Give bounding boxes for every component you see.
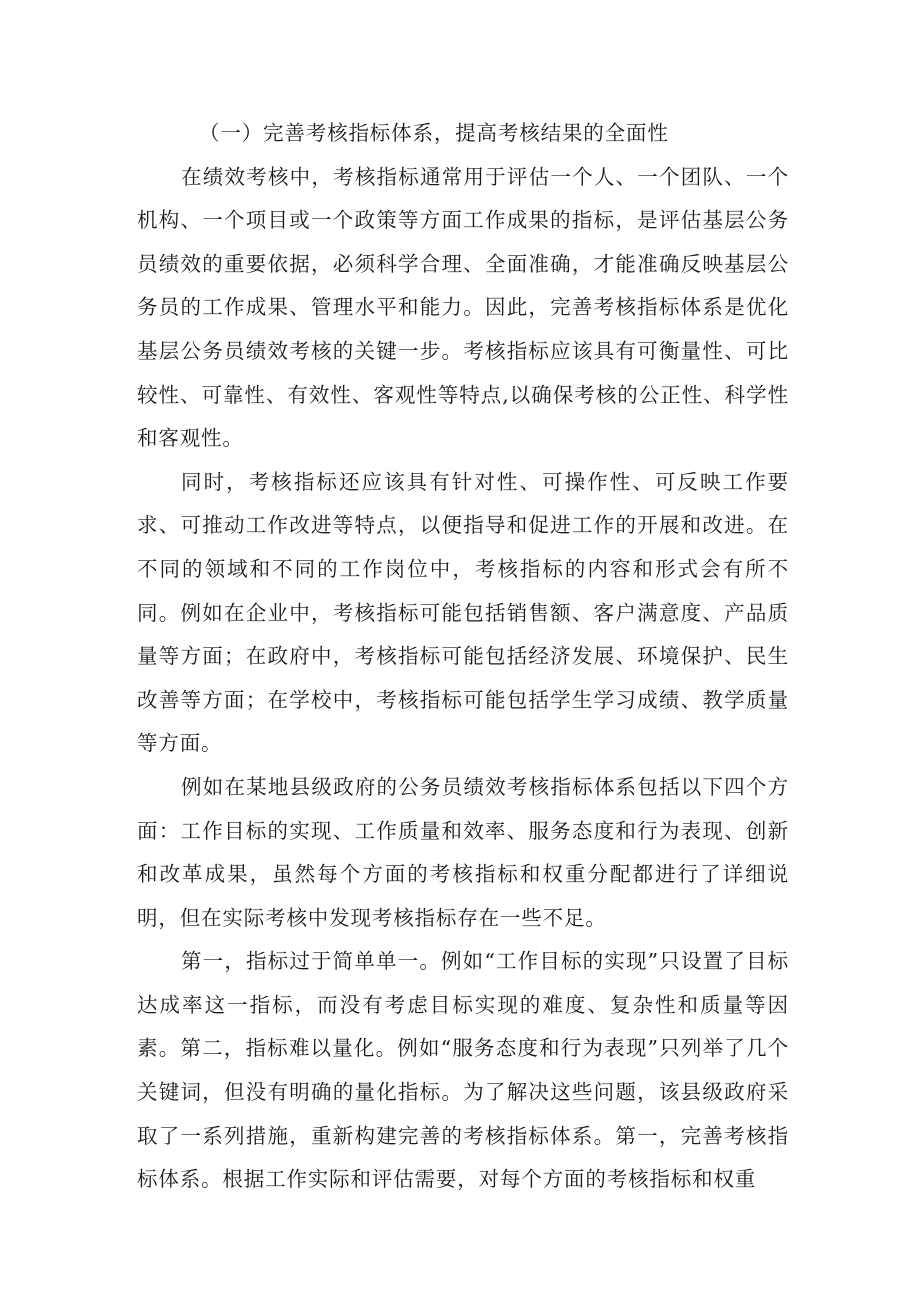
paragraph-4: 第一，指标过于简单单一。例如“工作目标的实现”只设置了目标达成率这一指标，而没有考虑目标实现的难度、复杂性和质量等因素。第二，指标难以量化。例如“服务态度和行为表现”只列举了几个关键词，但没有明确的量化指标。为了解决这些问题，该县级政府采取了一系列措施，重新构建完善的考核指标体系。第一，完善考核指标体系。根据工作实际和评估需要，对每个方面的考核指标和权重: [137, 949, 789, 1192]
paragraph-3: 例如在某地县级政府的公务员绩效考核指标体系包括以下四个方面：工作目标的实现、工作质量和效率、服务态度和行为表现、创新和改革成果，虽然每个方面的考核指标和权重分配都进行了详细说明，但在实际考核中发现考核指标存在一些不足。: [137, 774, 789, 930]
paragraph-2: 同时，考核指标还应该具有针对性、可操作性、可反映工作要求、可推动工作改进等特点，以便指导和促进工作的开展和改进。在不同的领域和不同的工作岗位中，考核指标的内容和形式会有所不同。例如在企业中，考核指标可能包括销售额、客户满意度、产品质量等方面；在政府中，考核指标可能包括经济发展、环境保护、民生改善等方面；在学校中，考核指标可能包括学生学习成绩、教学质量等方面。: [137, 469, 789, 756]
document-body: [137, 112, 789, 1202]
section-heading: （一）完善考核指标体系，提高考核结果的全面性: [199, 121, 669, 145]
paragraph-1: 在绩效考核中，考核指标通常用于评估一个人、一个团队、一个机构、一个项目或一个政策等方面工作成果的指标，是评估基层公务员绩效的重要依据，必须科学合理、全面准确，才能准确反映基层公务员的工作成果、管理水平和能力。因此，完善考核指标体系是优化基层公务员绩效考核的关键一步。考核指标应该具有可衡量性、可比较性、可靠性、有效性、客观性等特点,以确保考核的公正性、科学性和客观性。: [137, 164, 789, 451]
